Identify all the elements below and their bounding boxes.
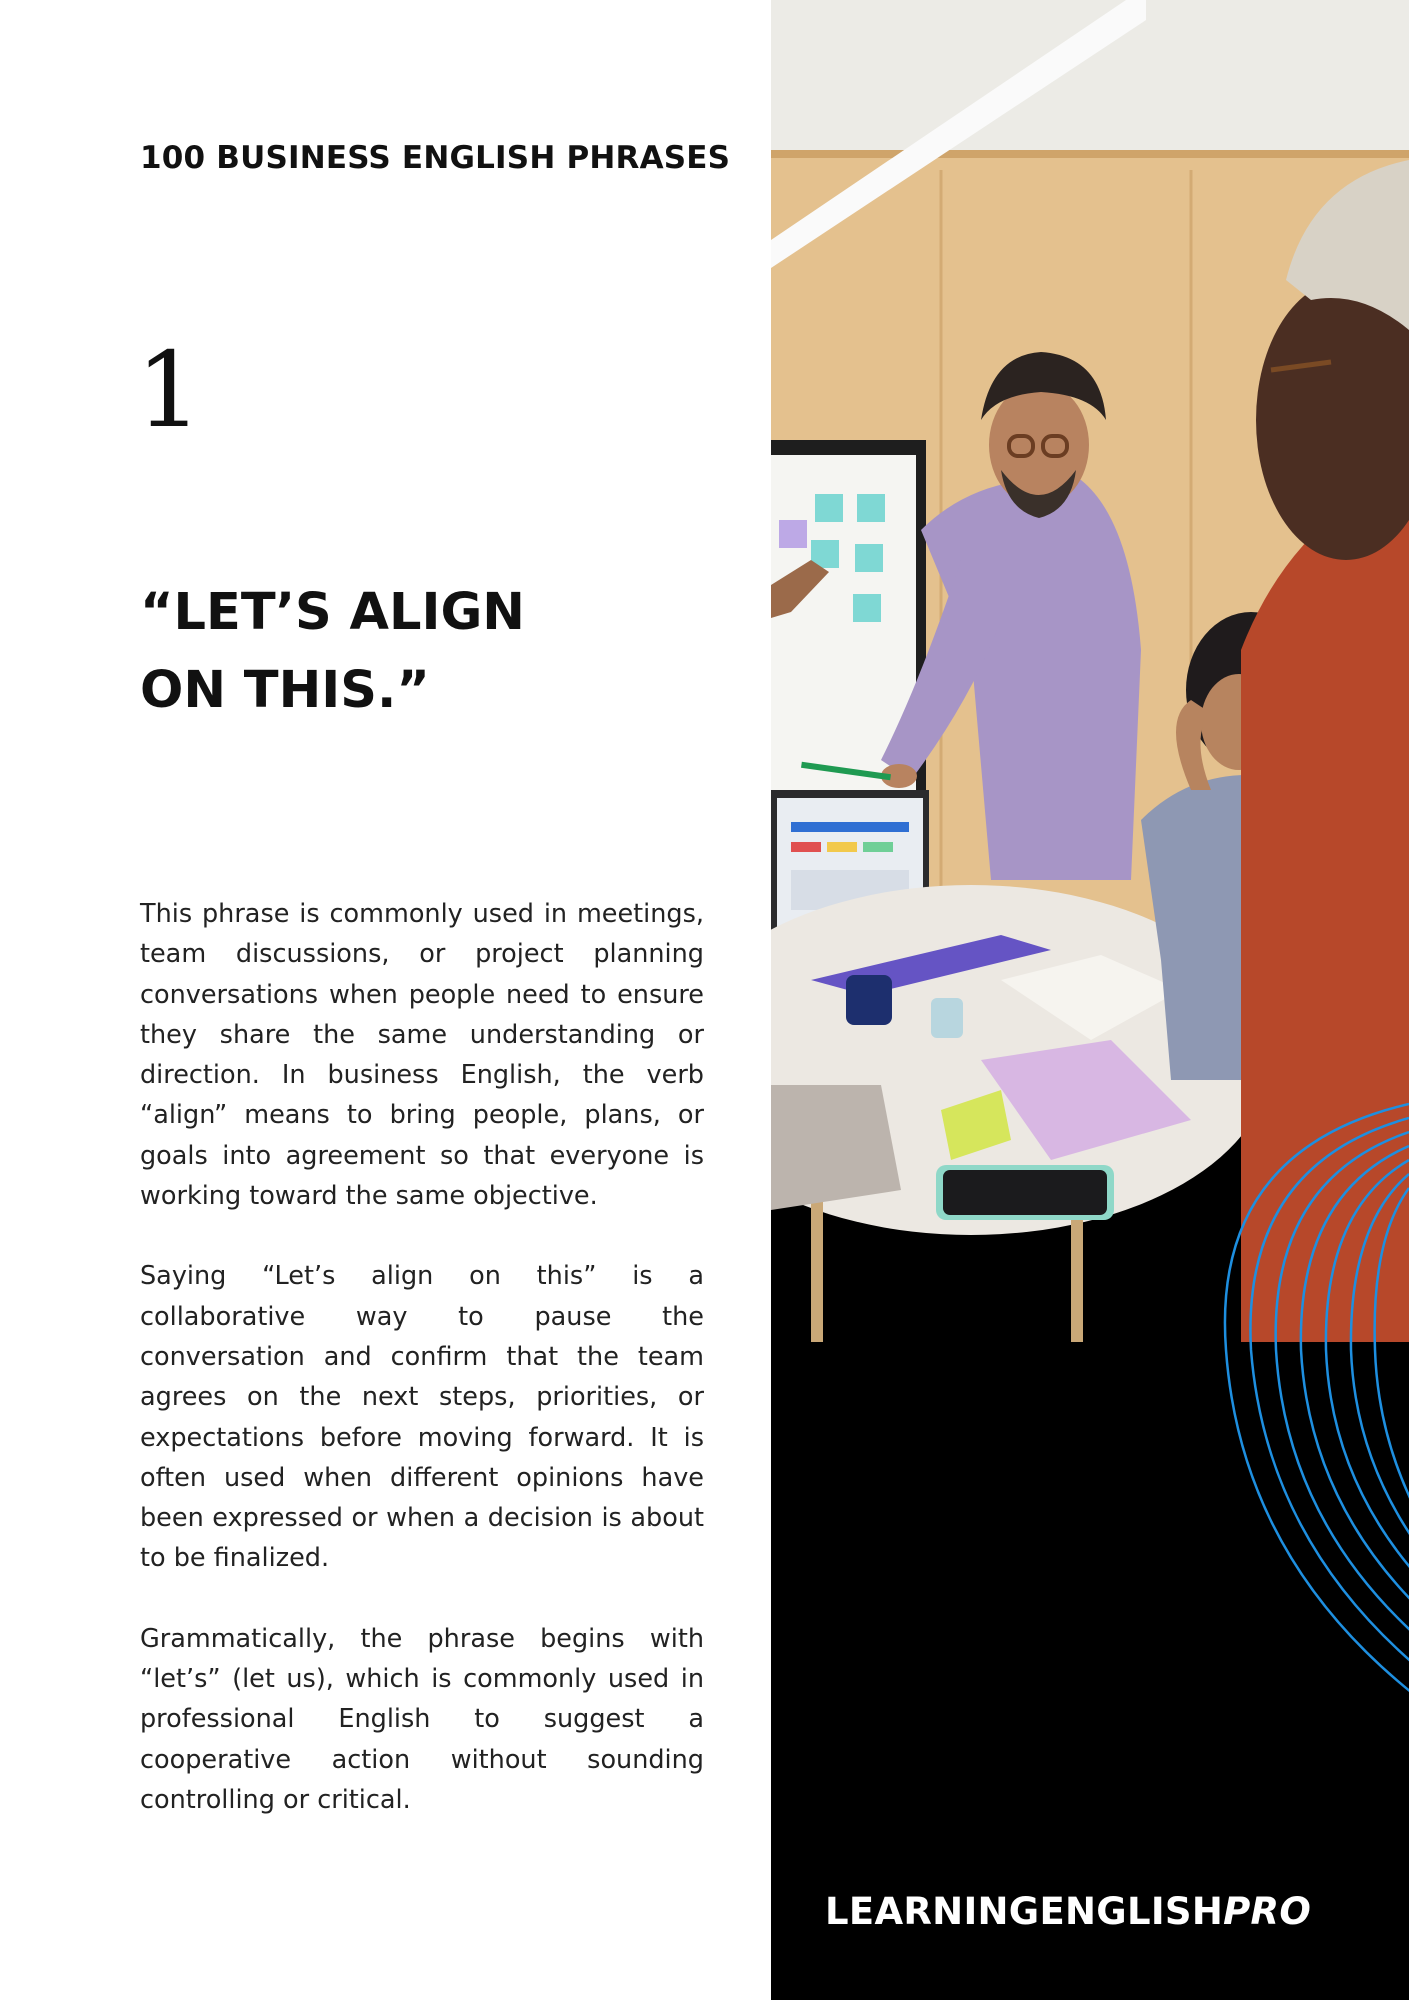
phrase-title-line-1: “LET’S ALIGN [140, 583, 525, 642]
phrase-title [140, 574, 700, 730]
phrase-number: 1 [136, 329, 203, 451]
phrase-title-line-2: ON THIS.” [140, 661, 430, 720]
meeting-photo [771, 0, 1409, 1342]
paragraph-grammar: Grammatically, the phrase begins with “let’s” (let us), which is commonly used in professional English to suggest a cooperative action without sounding controlling or critical. [140, 1623, 704, 1815]
paragraph-meaning: Saying “Let’s align on this” is a collaborative way to pause the conversation and confirm that the team agrees on the next steps, priorities, or expectations before moving forward. It is often used when different opinions have been expressed or when a decision is about to be finalized. [140, 1261, 704, 1574]
explanation-body [140, 894, 704, 1860]
brand-name: LEARNINGENGLISH [825, 1890, 1224, 1933]
series-title: 100 BUSINESS ENGLISH PHRASES [140, 140, 731, 176]
image-column [771, 0, 1409, 2000]
brand-logo [825, 1890, 1311, 1933]
paragraph-usage: This phrase is commonly used in meetings, team discussions, or project planning conversations when people need to ensure they share the same understanding or direction. In business English, the verb “align” means to bring people, plans, or goals into agreement so that everyone is working toward the same objective. [140, 899, 704, 1212]
brand-name-accent: PRO [1223, 1890, 1312, 1933]
